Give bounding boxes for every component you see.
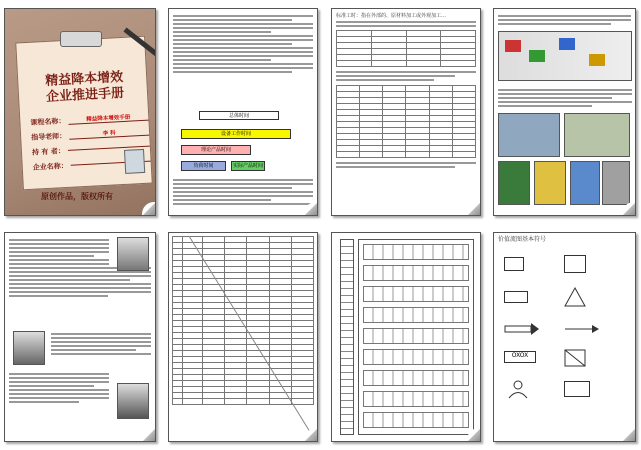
field-label: 指导老师：: [30, 131, 67, 142]
factory-photo: [498, 113, 560, 157]
layout-diagram-page: [331, 232, 481, 442]
vsm-symbols-page: [493, 232, 636, 442]
data-table: [336, 85, 476, 158]
bar-equipment-time: 设备工作时间: [181, 129, 291, 139]
oee-page: [168, 8, 318, 216]
layout-column: [340, 239, 354, 435]
field-label: 课程名称：: [30, 116, 66, 127]
diagonal-mark: [189, 236, 315, 440]
factory-photo: [498, 161, 530, 205]
text-block: [9, 239, 109, 265]
heading-total-time: 总体时间: [199, 111, 279, 120]
buffer-icon: [564, 381, 590, 397]
cover-footer: 原创作品，版权所有: [41, 192, 113, 201]
bar-load-time: 负荷时间: [181, 161, 226, 171]
bar-theory-time: 理论产品时间: [181, 145, 251, 155]
cover-title-line2: 企业推进手册: [45, 85, 125, 105]
page-curl: [467, 202, 481, 216]
field-value: 精益降本增效手册: [68, 112, 148, 125]
page-curl: [142, 202, 156, 216]
blank-grid-page: [168, 232, 318, 442]
cover-title: [28, 69, 142, 107]
factory-symbol-icon: [504, 257, 524, 271]
text-block: [498, 87, 632, 109]
text-block: [9, 371, 109, 405]
factory-photo: [534, 161, 566, 205]
factory-photo: [570, 161, 600, 205]
layout-grid: [358, 239, 474, 435]
flow-photo: [498, 31, 632, 81]
oxox-symbol: OXOX: [504, 351, 536, 363]
cover-paper: [15, 36, 153, 191]
bar-actual-time: 实际产品时间: [232, 163, 263, 169]
cover-title-line1: 精益降本增效: [44, 69, 124, 89]
data-box-icon: [504, 291, 528, 303]
text-block: [9, 267, 151, 297]
operator-icon: [506, 379, 530, 399]
text-block: [173, 177, 313, 207]
field-label: 持 有 者：: [31, 146, 66, 157]
photo-page: [493, 8, 636, 216]
shipment-arrow-icon: [564, 323, 600, 335]
data-table: [336, 30, 476, 67]
field-value: 李 科: [69, 127, 149, 140]
diagram-title: 价值流图基本符号: [498, 236, 547, 243]
process-box-icon: [564, 255, 586, 273]
factory-photo: [602, 161, 630, 205]
portrait-photo: [13, 331, 45, 365]
factory-photo: [564, 113, 630, 157]
standard-time-page: [331, 8, 481, 216]
history-page: [4, 232, 156, 442]
portrait-photo: [117, 237, 149, 271]
author-photo: [124, 149, 145, 174]
text-block: [173, 15, 313, 73]
text-block: [51, 331, 151, 357]
cover-page: [4, 8, 156, 216]
field-label: 企业名称：: [32, 161, 68, 172]
inventory-triangle-icon: [564, 287, 586, 307]
binder-clip-icon: [60, 31, 102, 47]
push-arrow-icon: [504, 323, 540, 335]
page-curl: [622, 428, 636, 442]
page-curl: [142, 428, 156, 442]
intro-text: 标准工时：指在外部的、原材料加工或外观加工…: [336, 13, 447, 19]
portrait-photo: [117, 383, 149, 419]
kanban-icon: [564, 349, 586, 367]
